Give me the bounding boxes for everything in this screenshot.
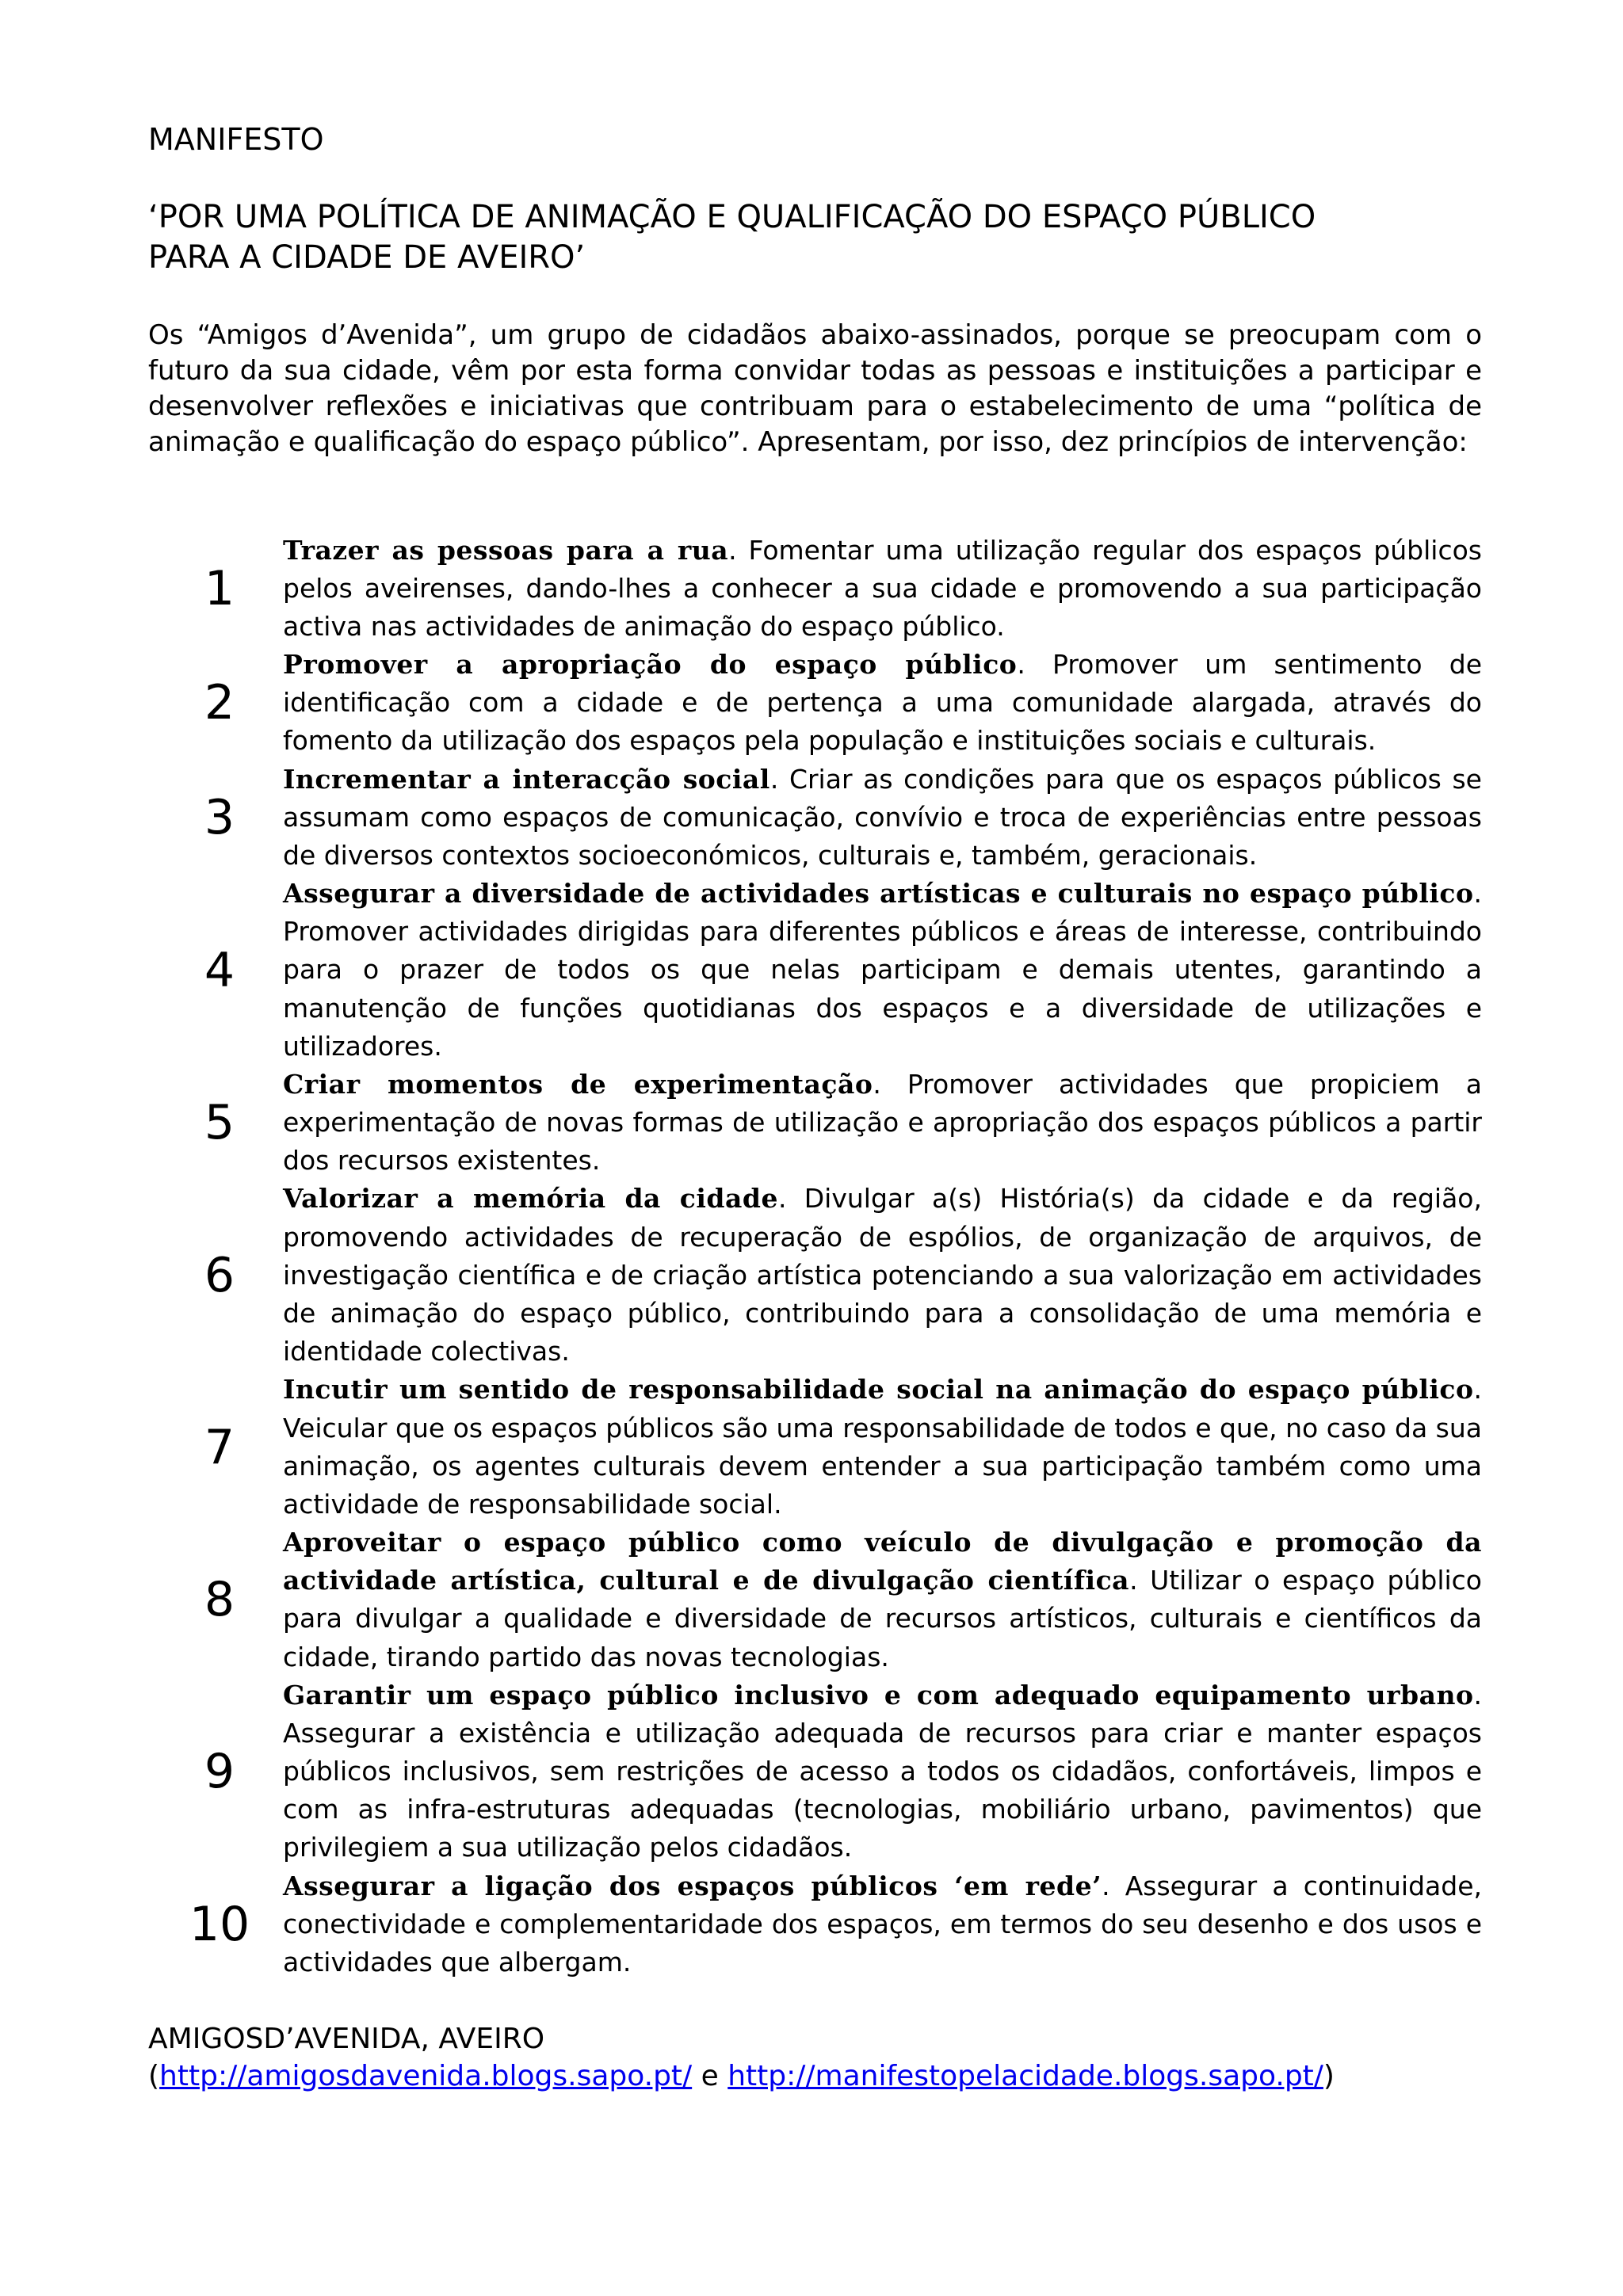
- principle-title: Assegurar a diversidade de actividades artísticas e culturais no espaço público: [283, 878, 1474, 910]
- principle-description: . Fomentar uma utilização regular dos espaços públicos pelos aveirenses, dando-lhes a conhecer a sua cidade e promovendo a sua participação activa nas actividades de animação do espaço público.: [283, 534, 1482, 642]
- principle-description: . Promover um sentimento de identificação com a cidade e de pertença a uma comunidade alargada, através do fomento da utilização dos espaços pela população e instituições sociais e culturais.: [283, 649, 1482, 757]
- principle-number: 2: [204, 675, 235, 731]
- principle-title: Promover a apropriação do espaço público: [283, 649, 1018, 681]
- principle-item: [148, 1066, 1482, 1180]
- signature: AMIGOSD’AVENIDA, AVEIRO: [148, 2023, 545, 2056]
- principle-item: [148, 1180, 1482, 1371]
- principle-title: Garantir um espaço público inclusivo e com adequado equipamento urbano: [283, 1679, 1474, 1711]
- principle-title: Assegurar a ligação dos espaços públicos ‘em rede’: [283, 1870, 1102, 1901]
- principle-number: 9: [204, 1744, 235, 1800]
- principle-number: 6: [204, 1247, 235, 1303]
- principle-number: 10: [189, 1896, 250, 1952]
- principle-description: . Assegurar a existência e utilização adequada de recursos para criar e manter espaços públicos inclusivos, sem restrições de acesso a todos os cidadãos, confortáveis, limpos e com as infra-estruturas adequadas (tecnologias, mobiliário urbano, pavimentos) que privilegiem a sua utilização pelos cidadãos.: [283, 1679, 1482, 1863]
- principle-text: [283, 1371, 1482, 1524]
- principle-item: [148, 532, 1482, 646]
- principle-title: Valorizar a memória da cidade: [283, 1183, 778, 1215]
- principle-item: [148, 1371, 1482, 1524]
- document-title: [148, 197, 1482, 278]
- principle-item: [148, 1867, 1482, 1982]
- principle-number: 1: [204, 560, 235, 616]
- links-line: [148, 2058, 1482, 2096]
- principle-text: [283, 1524, 1482, 1676]
- title-line-2: PARA A CIDADE DE AVEIRO’: [148, 238, 586, 276]
- intro-paragraph: Os “Amigos d’Avenida”, um grupo de cidadãos abaixo-assinados, porque se preocupam com o futuro da sua cidade, vêm por esta forma convidar todas as pessoas e instituições a participar e desenvolver reflexões e iniciativas que contribuam para o estabelecimento de uma “política de animação e qualificação do espaço público”. Apresentam, por isso, dez princípios de intervenção:: [148, 319, 1482, 458]
- principle-item: [148, 761, 1482, 875]
- links-connector: e: [692, 2059, 728, 2092]
- principle-text: [283, 532, 1482, 646]
- principle-number: 3: [204, 789, 235, 845]
- blog-link-amigosdavenida[interactable]: http://amigosdavenida.blogs.sapo.pt/: [159, 2059, 693, 2092]
- principle-item: [148, 646, 1482, 761]
- principle-text: [283, 1676, 1482, 1867]
- principle-title: Incrementar a interacção social: [283, 763, 770, 795]
- principle-number: 8: [204, 1572, 235, 1628]
- principles-list: [148, 532, 1482, 1982]
- title-line-1: ‘POR UMA POLÍTICA DE ANIMAÇÃO E QUALIFICAÇÃO DO ESPAÇO PÚBLICO: [148, 198, 1316, 235]
- close-paren: ): [1323, 2059, 1335, 2092]
- principle-description: . Criar as condições para que os espaços públicos se assumam como espaços de comunicação, convívio e troca de experiências entre pessoas de diversos contextos socioeconómicos, culturais e, também, geracionais.: [283, 763, 1482, 871]
- principle-description: . Assegurar a continuidade, conectividade e complementaridade dos espaços, em termos do seu desenho e dos usos e actividades que albergam.: [283, 1870, 1482, 1978]
- principle-title: Incutir um sentido de responsabilidade social na animação do espaço público: [283, 1374, 1474, 1405]
- principle-text: [283, 761, 1482, 875]
- principle-item: [148, 1676, 1482, 1867]
- principle-item: [148, 875, 1482, 1066]
- open-paren: (: [148, 2059, 160, 2092]
- principle-number: 5: [204, 1095, 235, 1151]
- principle-title: Trazer as pessoas para a rua: [283, 534, 729, 566]
- principle-description: . Veicular que os espaços públicos são uma responsabilidade de todos e que, no caso da sua animação, os agentes culturais devem entender a sua participação também como uma actividade de responsabilidade social.: [283, 1374, 1482, 1520]
- principle-text: [283, 1066, 1482, 1180]
- principle-text: [283, 646, 1482, 761]
- principle-text: [283, 1867, 1482, 1982]
- principle-text: [283, 1180, 1482, 1371]
- principle-title: Criar momentos de experimentação: [283, 1068, 873, 1100]
- document-label: MANIFESTO: [148, 122, 324, 157]
- principle-item: [148, 1524, 1482, 1676]
- principle-description: . Promover actividades que propiciem a experimentação de novas formas de utilização e apropriação dos espaços públicos a partir dos recursos existentes.: [283, 1068, 1482, 1177]
- principle-number: 7: [204, 1419, 235, 1475]
- principle-description: . Promover actividades dirigidas para diferentes públicos e áreas de interesse, contribuindo para o prazer de todos os que nelas participam e demais utentes, garantindo a manutenção de funções quotidianas dos espaços e a diversidade de utilizações e utilizadores.: [283, 878, 1482, 1062]
- principle-title: Aproveitar o espaço público como veículo de divulgação e promoção da actividade artística, cultural e de divulgação científica: [283, 1527, 1482, 1596]
- principle-description: . Utilizar o espaço público para divulgar a qualidade e diversidade de recursos artísticos, culturais e científicos da cidade, tirando partido das novas tecnologias.: [283, 1565, 1483, 1672]
- principle-description: . Divulgar a(s) História(s) da cidade e da região, promovendo actividades de recuperação de espólios, de organização de arquivos, de investigação científica e de criação artística potenciando a sua valorização em actividades de animação do espaço público, contribuindo para a consolidação de uma memória e identidade colectivas.: [283, 1183, 1482, 1367]
- blog-link-manifestopelacidade[interactable]: http://manifestopelacidade.blogs.sapo.pt/: [727, 2059, 1323, 2092]
- footer: [148, 2021, 1482, 2096]
- principle-number: 4: [204, 942, 235, 998]
- principle-text: [283, 875, 1482, 1066]
